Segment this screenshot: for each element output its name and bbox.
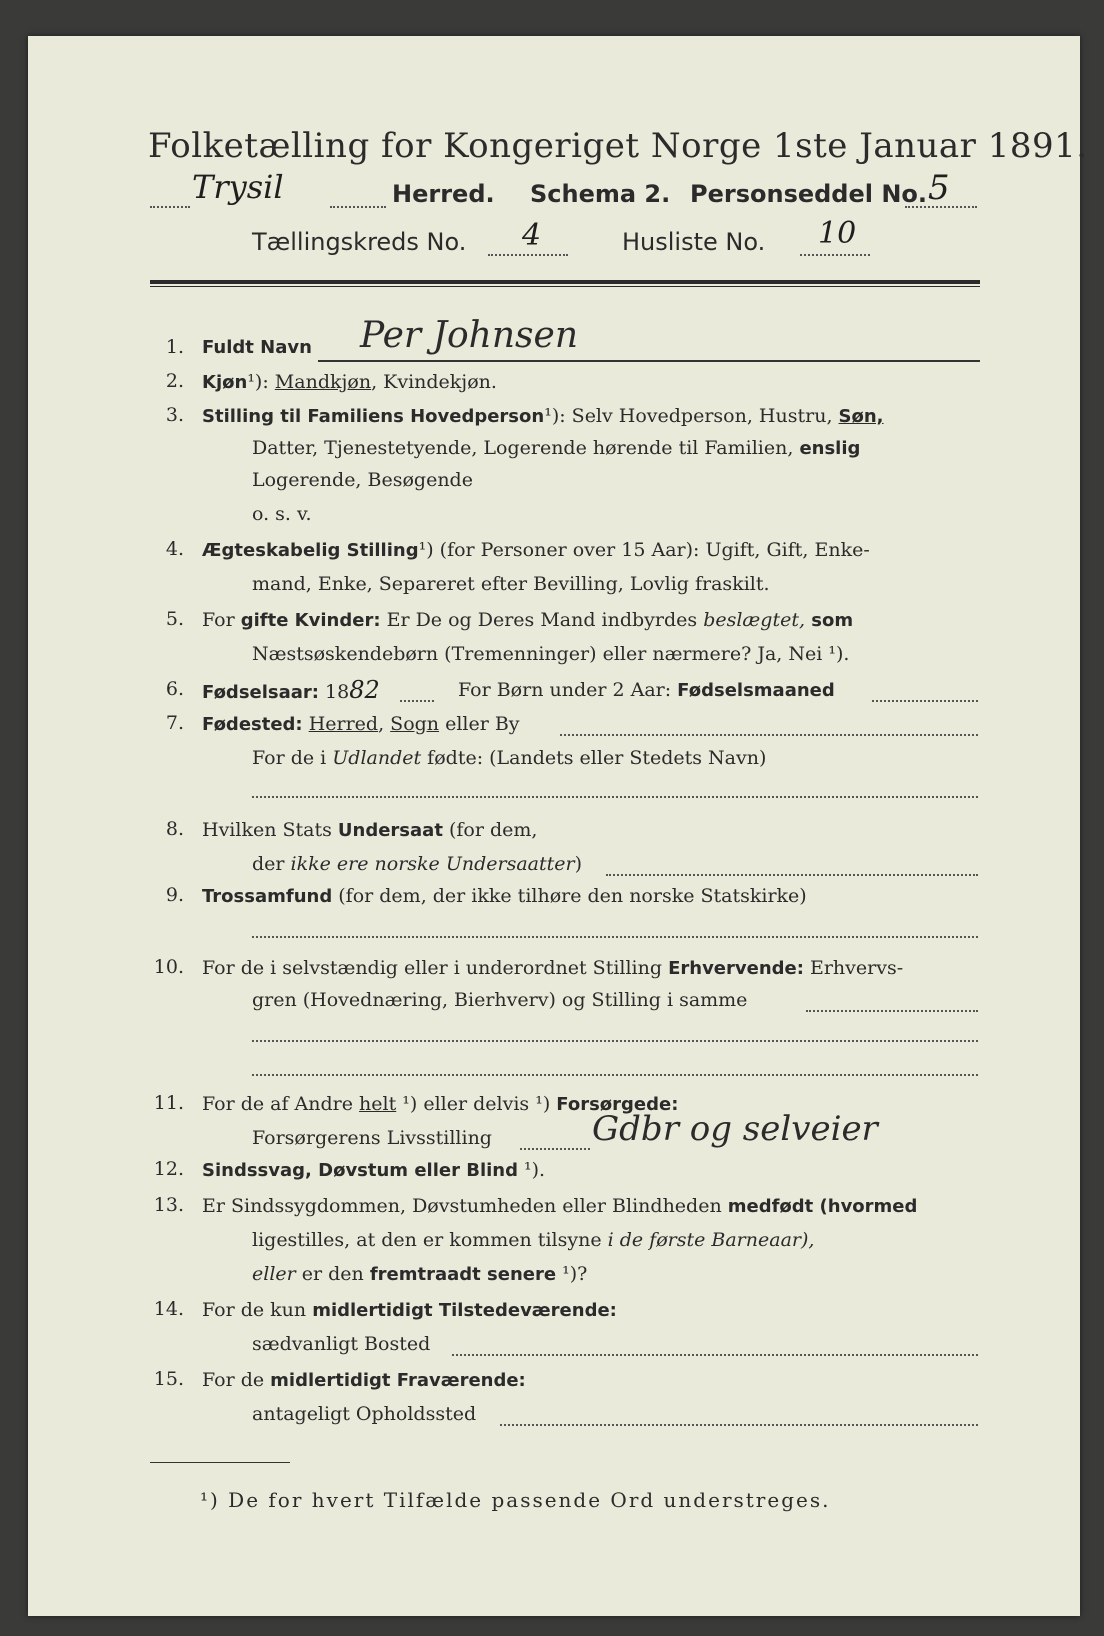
- q14-line1: For de kun midlertidigt Tilstedeværende:: [202, 1299, 617, 1321]
- census-form-page: [28, 36, 1088, 1616]
- q11-line1: For de af Andre helt ¹) eller delvis ¹) Forsørgede:: [202, 1093, 679, 1115]
- q5-line2: Næstsøskendebørn (Tremenninger) eller nærmere? Ja, Nei ¹).: [252, 643, 850, 665]
- q13-number: 13.: [153, 1194, 184, 1216]
- q10-number: 10.: [153, 956, 184, 978]
- q15-number: 15.: [153, 1368, 184, 1390]
- q8-line1: Hvilken Stats Undersaat (for dem,: [202, 819, 538, 841]
- q12-line: Sindssvag, Døvstum eller Blind ¹).: [202, 1159, 546, 1181]
- q5-line1: For gifte Kvinder: Er De og Deres Mand indbyrdes beslægtet, som: [202, 609, 854, 631]
- q2-option-mandkjon: Mandkjøn: [274, 371, 372, 393]
- q4-line1: Ægteskabelig Stilling¹) (for Personer over 15 Aar): Ugift, Gift, Enke-: [202, 539, 870, 561]
- q10-line2: gren (Hovednæring, Bierhverv) og Stilling i samme: [252, 989, 748, 1011]
- q1-value: Per Johnsen: [360, 315, 579, 356]
- q12-number: 12.: [153, 1158, 184, 1180]
- q8-line2: der ikke ere norske Undersaatter): [252, 853, 582, 875]
- q7-number: 7.: [165, 712, 184, 734]
- q3-line4: o. s. v.: [252, 503, 312, 525]
- header-rule: [150, 280, 980, 284]
- q1-number: 1.: [165, 336, 184, 358]
- kreds-label: Tællingskreds No.: [252, 228, 467, 256]
- footnote: ¹) De for hvert Tilfælde passende Ord understreges.: [200, 1488, 831, 1512]
- q9-number: 9.: [165, 884, 184, 906]
- q7-line1: Fødested: Herred, Sogn eller By: [202, 713, 520, 735]
- q10-line1: For de i selvstændig eller i underordnet Stilling Erhvervende: Erhvervs-: [202, 957, 904, 979]
- q14-line2: sædvanligt Bosted: [252, 1333, 431, 1355]
- q3-number: 3.: [165, 404, 184, 426]
- q6-line-b: For Børn under 2 Aar: Fødselsmaaned: [458, 679, 835, 701]
- q15-line1: For de midlertidigt Fraværende:: [202, 1369, 526, 1391]
- schema-label: Schema 2.: [530, 180, 671, 208]
- q3-line1: Stilling til Familiens Hovedperson¹): Selv Hovedperson, Hustru, Søn,: [202, 405, 884, 427]
- q4-line2: mand, Enke, Separeret efter Bevilling, Lovlig fraskilt.: [252, 573, 770, 595]
- q13-line2: ligestilles, at den er kommen tilsyne i de første Barneaar),: [252, 1229, 815, 1251]
- q8-number: 8.: [165, 818, 184, 840]
- q6-birth-year: 82: [349, 676, 380, 704]
- personseddel-label: Personseddel No.: [690, 180, 928, 208]
- q3-option-son: Søn,: [838, 406, 884, 427]
- q5-number: 5.: [165, 608, 184, 630]
- herred-label: Herred.: [392, 180, 495, 208]
- q7-line2: For de i Udlandet fødte: (Landets eller Stedets Navn): [252, 747, 767, 769]
- kreds-value: 4: [522, 218, 542, 253]
- q11-number: 11.: [153, 1092, 184, 1114]
- herred-value: Trysil: [192, 168, 284, 206]
- q4-number: 4.: [165, 538, 184, 560]
- q13-line1: Er Sindssygdommen, Døvstumheden eller Blindheden medfødt (hvormed: [202, 1195, 918, 1217]
- q13-line3: eller er den fremtraadt senere ¹)?: [252, 1263, 588, 1285]
- q15-line2: antageligt Opholdssted: [252, 1403, 477, 1425]
- footnote-rule: [150, 1462, 290, 1463]
- personseddel-value: 5: [928, 168, 950, 208]
- husliste-value: 10: [818, 216, 857, 251]
- q2-line: Kjøn¹): Mandkjøn, Kvindekjøn.: [202, 371, 497, 393]
- husliste-label: Husliste No.: [622, 228, 766, 256]
- q1-label: Fuldt Navn: [202, 337, 312, 358]
- form-title: Folketælling for Kongeriget Norge 1ste Januar 1891.: [148, 126, 1088, 166]
- q2-number: 2.: [165, 370, 184, 392]
- q2-label: Kjøn: [202, 372, 248, 393]
- q6-number: 6.: [165, 678, 184, 700]
- q3-line2: Datter, Tjenestetyende, Logerende hørende til Familien, enslig: [252, 437, 861, 459]
- q11-line2: Forsørgerens Livsstilling: [252, 1127, 492, 1149]
- q3-line3: Logerende, Besøgende: [252, 469, 473, 491]
- q11-value: Gdbr og selveier: [592, 1109, 878, 1149]
- q9-line: Trossamfund (for dem, der ikke tilhøre den norske Statskirke): [202, 885, 807, 907]
- q6-line: Fødselsaar: 1882: [202, 676, 380, 704]
- q14-number: 14.: [153, 1298, 184, 1320]
